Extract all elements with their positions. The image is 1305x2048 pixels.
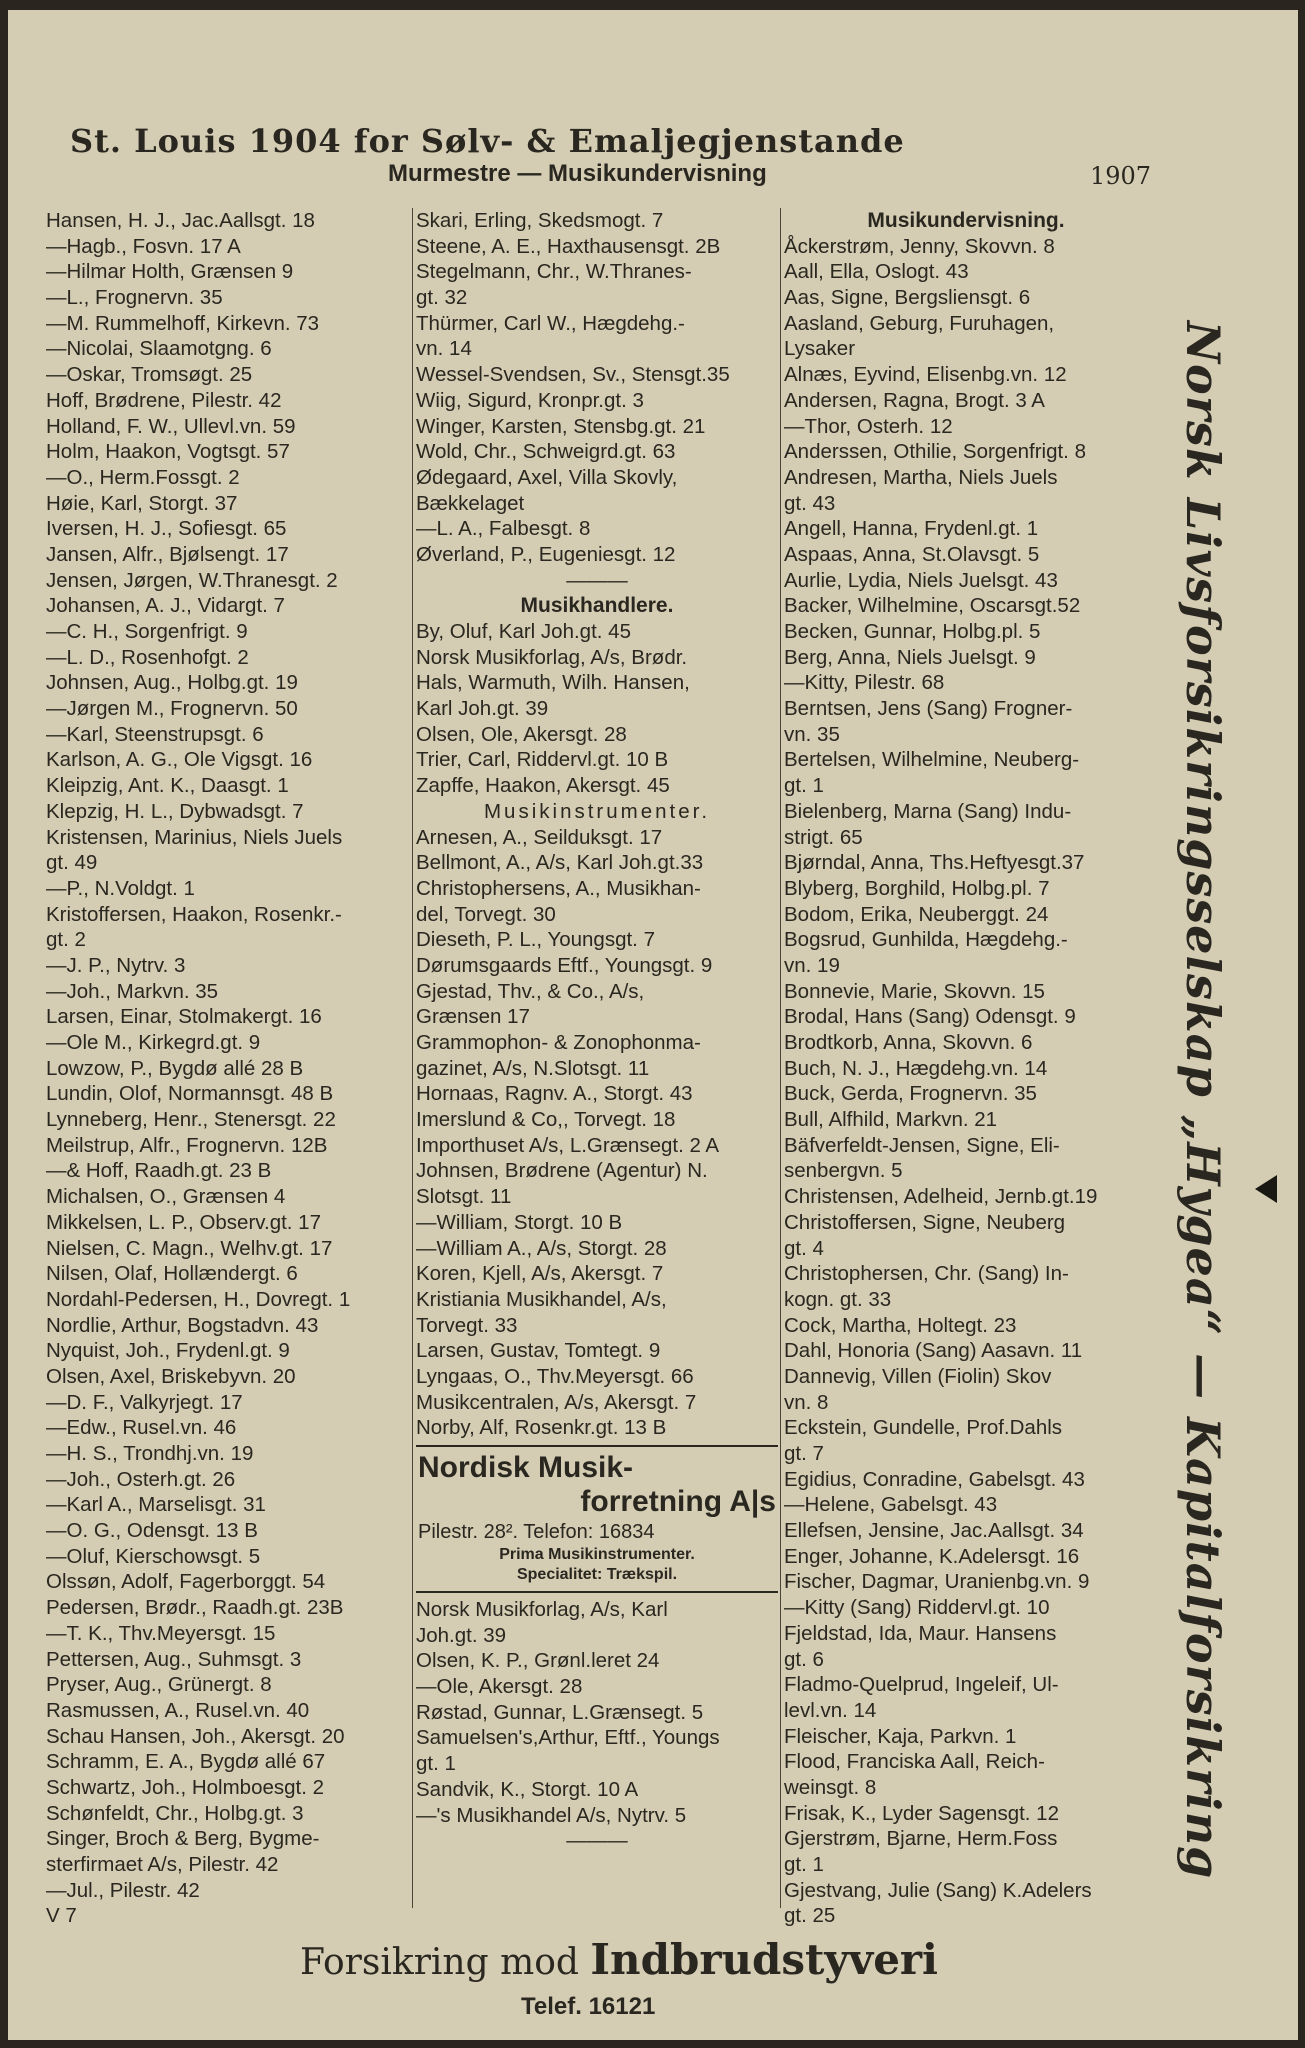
directory-entry: Buch, N. J., Hægdehg.vn. 14 [784,1056,1048,1080]
footer-ad-emphasis: Indbrudstyveri [590,1935,939,1984]
directory-entry: Sandvik, K., Storgt. 10 A [416,1777,639,1801]
directory-entry: Aall, Ella, Oslogt. 43 [784,260,969,284]
directory-entry: Steene, A. E., Haxthausensgt. 2B [416,234,721,258]
directory-entry: gt. 1 [416,1752,456,1776]
directory-entry: gt. 4 [784,1236,824,1260]
directory-entry: Hals, Warmuth, Wilh. Hansen, [416,671,690,695]
directory-entry: —Joh., Markvn. 35 [46,979,219,1003]
directory-entry: Blyberg, Borghild, Holbg.pl. 7 [784,876,1050,900]
advertisement-nordisk-musikforretning [416,1445,778,1593]
directory-entry: Thürmer, Carl W., Hægdehg.- [416,311,685,335]
directory-entry: Schønfeldt, Chr., Holbg.gt. 3 [46,1801,304,1825]
directory-entry: —Hilmar Holth, Grænsen 9 [46,260,294,284]
directory-entry: Schramm, E. A., Bygdø allé 67 [46,1750,326,1774]
directory-entry: —Oluf, Kierschowsgt. 5 [46,1544,261,1568]
column-divider [780,208,781,1908]
directory-entry: Michalsen, O., Grænsen 4 [46,1185,286,1209]
directory-entry: Dieseth, P. L., Youngsgt. 7 [416,928,655,952]
directory-entry: Buck, Gerda, Frognervn. 35 [784,1082,1037,1106]
directory-entry: Torvegt. 33 [416,1313,518,1337]
directory-entry: Karlson, A. G., Ole Vigsgt. 16 [46,748,313,772]
directory-entry: Frisak, K., Lyder Sagensgt. 12 [784,1801,1059,1825]
directory-entry: Johnsen, Brødrene (Agentur) N. [416,1159,708,1183]
directory-entry: —Karl, Steenstrupsgt. 6 [46,722,264,746]
directory-entry: By, Oluf, Karl Joh.gt. 45 [416,620,631,643]
directory-entry: Rasmussen, A., Rusel.vn. 40 [46,1698,310,1722]
directory-entry: Fleischer, Kaja, Parkvn. 1 [784,1724,1017,1748]
column-murmestre-continued [46,208,412,1929]
section-heading-musikinstrumenter: Musikinstrumenter. [483,799,711,823]
directory-entry: Jansen, Alfr., Bjølsengt. 17 [46,542,289,566]
ad-line: Nordisk Musik- [418,1451,634,1484]
directory-entry: Koren, Kjell, A/s, Akersgt. 7 [416,1262,664,1286]
directory-entry: gt. 43 [784,491,836,515]
footer-phone: Telef. 16121 [521,1993,656,2020]
directory-entry: —P., N.Voldgt. 1 [46,876,195,900]
directory-entry: Angell, Hanna, Frydenl.gt. 1 [784,517,1039,541]
directory-entry: —M. Rummelhoff, Kirkevn. 73 [46,311,320,335]
directory-entry: —William, Storgt. 10 B [416,1210,623,1234]
directory-entry: Johansen, A. J., Vidargt. 7 [46,594,285,618]
directory-entry: gt. 2 [46,928,86,952]
directory-entry: Mikkelsen, L. P., Observ.gt. 17 [46,1210,321,1234]
directory-entry: Klepzig, H. L., Dybwadsgt. 7 [46,799,304,823]
directory-entry: Dahl, Honoria (Sang) Aasavn. 11 [784,1339,1083,1363]
directory-entry: Flood, Franciska Aall, Reich- [784,1750,1045,1774]
directory-entry: —H. S., Trondhj.vn. 19 [46,1442,254,1465]
directory-entry: Lynneberg, Henr., Stenersgt. 22 [46,1108,336,1132]
directory-entry: gt. 32 [416,286,468,310]
directory-entry: Dannevig, Villen (Fiolin) Skov [784,1364,1052,1388]
page-header-subtitle: Murmestre — Musikundervisning [388,160,767,187]
ad-line: forretning A|s [580,1485,776,1518]
directory-entry: del, Torvegt. 30 [416,902,556,926]
directory-entry: Olsen, Ole, Akersgt. 28 [416,722,627,746]
directory-entry: —D. F., Valkyrjegt. 17 [46,1390,243,1414]
directory-entry: Wessel-Svendsen, Sv., Stensgt.35 [416,363,730,387]
directory-entry: Grænsen 17 [416,1005,530,1029]
directory-entry: weinsgt. 8 [784,1775,877,1799]
directory-entry: gt. 6 [784,1647,824,1671]
directory-entry: Zapffe, Haakon, Akersgt. 45 [416,774,670,798]
directory-entry: Kristoffersen, Haakon, Rosenkr.- [46,902,342,926]
footer-ad-text: Forsikring mod [300,1942,579,1983]
directory-entry: Bellmont, A., A/s, Karl Joh.gt.33 [416,851,704,875]
directory-entry: Bogsrud, Gunhilda, Hægdehg.- [784,928,1068,952]
directory-entry: vn. 19 [784,953,840,977]
directory-entry: —Ole, Akersgt. 28 [416,1675,583,1699]
directory-entry: Jensen, Jørgen, W.Thranesgt. 2 [46,568,338,592]
directory-entry: —Jørgen M., Frognervn. 50 [46,697,298,721]
directory-entry: —William A., A/s, Storgt. 28 [416,1236,667,1260]
directory-entry: Øverland, P., Eugeniesgt. 12 [416,542,676,566]
directory-entry: gazinet, A/s, N.Slotsgt. 11 [416,1056,650,1080]
ad-line: Specialitet: Trækspil. [516,1566,678,1583]
directory-entry: Skari, Erling, Skedsmogt. 7 [416,209,664,232]
directory-entry: vn. 35 [784,722,840,746]
directory-entry: Kristiania Musikhandel, A/s, [416,1287,667,1311]
directory-entry: Olsen, K. P., Grønl.leret 24 [416,1649,660,1673]
directory-entry: Bäfverfeldt-Jensen, Signe, Eli- [784,1133,1060,1157]
directory-entry: Pryser, Aug., Grünergt. 8 [46,1673,272,1697]
directory-entry: Gjestad, Thv., & Co., A/s, [416,979,645,1003]
directory-entry: Wiig, Sigurd, Kronpr.gt. 3 [416,388,644,412]
directory-entry: —O., Herm.Fossgt. 2 [46,465,240,489]
directory-entry: Bertelsen, Wilhelmine, Neuberg- [784,748,1080,772]
directory-entry: gt. 49 [46,851,98,875]
directory-entry: Bækkelaget [416,491,525,515]
directory-entry: Trier, Carl, Riddervl.gt. 10 B [416,748,669,772]
directory-entry: Lundin, Olof, Normannsgt. 48 B [46,1082,334,1106]
page-number: 1907 [1090,162,1152,190]
directory-entry: vn. 8 [784,1390,829,1414]
column-divider [412,208,413,1908]
directory-entry: —L. A., Falbesgt. 8 [416,517,591,541]
section-heading-musikundervisning: Musikundervisning. [867,209,1065,232]
directory-entry: —L. D., Rosenhofgt. 2 [46,645,249,669]
directory-entry: Grammophon- & Zonophonma- [416,1031,701,1054]
section-separator: ——— [566,568,628,592]
directory-entry: —C. H., Sorgenfrigt. 9 [46,620,248,643]
directory-entry: Andersen, Ragna, Brogt. 3 A [784,388,1045,412]
directory-entry: vn. 14 [416,337,472,361]
directory-entry: Fjeldstad, Ida, Maur. Hansens [784,1621,1057,1645]
ad-address: Pilestr. 28². Telefon: 16834 [418,1521,655,1543]
directory-entry: Kleipzig, Ant. K., Daasgt. 1 [46,774,289,798]
directory-entry: —Thor, Osterh. 12 [784,414,953,438]
page-edge-tab [1255,1175,1277,1203]
ad-line: Prima Musikinstrumenter. [499,1546,695,1563]
directory-entry: —Oskar, Tromsøgt. 25 [46,363,253,387]
column-music-teaching [784,208,1148,1929]
directory-entry: Holm, Haakon, Vogtsgt. 57 [46,440,290,464]
directory-entry: —Hagb., Fosvn. 17 A [46,234,241,258]
directory-entry: Eckstein, Gundelle, Prof.Dahls [784,1416,1063,1440]
directory-entry: —Joh., Osterh.gt. 26 [46,1467,236,1491]
directory-entry: Røstad, Gunnar, L.Grænsegt. 5 [416,1700,704,1724]
directory-entry: Høie, Karl, Storgt. 37 [46,491,238,515]
directory-entry: Gjerstrøm, Bjarne, Herm.Foss [784,1827,1058,1851]
directory-entry: Aurlie, Lydia, Niels Juelsgt. 43 [784,568,1058,592]
directory-entry: Christensen, Adelheid, Jernb.gt.19 [784,1185,1098,1209]
directory-entry: Nilsen, Olaf, Hollændergt. 6 [46,1262,298,1286]
directory-entry: Brodal, Hans (Sang) Odensgt. 9 [784,1005,1076,1029]
directory-entry: —Kitty (Sang) Riddervl.gt. 10 [784,1596,1050,1620]
directory-entry: Olssøn, Adolf, Fagerborggt. 54 [46,1570,326,1594]
directory-entry: Larsen, Gustav, Tomtegt. 9 [416,1339,661,1363]
directory-entry: Norsk Musikforlag, A/s, Karl [416,1598,668,1621]
column-music-dealers [416,208,778,1854]
directory-entry: Åckerstrøm, Jenny, Skovvn. 8 [784,234,1055,258]
directory-entry: Pettersen, Aug., Suhmsgt. 3 [46,1647,302,1671]
directory-entry: levl.vn. 14 [784,1698,877,1722]
directory-entry: Dørumsgaards Eftf., Youngsgt. 9 [416,953,713,977]
directory-entry: —L., Frognervn. 35 [46,286,223,310]
directory-entry: Larsen, Einar, Stolmakergt. 16 [46,1005,322,1029]
directory-entry: Berg, Anna, Niels Juelsgt. 9 [784,645,1036,669]
directory-entry: Becken, Gunnar, Holbg.pl. 5 [784,620,1041,643]
directory-entry: Joh.gt. 39 [416,1623,507,1647]
directory-entry: Iversen, H. J., Sofiesgt. 65 [46,517,287,541]
directory-entry: Nordlie, Arthur, Bogstadvn. 43 [46,1313,319,1337]
directory-entry: Lowzow, P., Bygdø allé 28 B [46,1056,304,1080]
directory-entry: Christoffersen, Signe, Neuberg [784,1210,1066,1234]
directory-entry: gt. 7 [784,1442,824,1465]
directory-entry: Aspaas, Anna, St.Olavsgt. 5 [784,542,1040,566]
directory-entry: Andresen, Martha, Niels Juels [784,465,1058,489]
directory-entry: Alnæs, Eyvind, Elisenbg.vn. 12 [784,363,1067,387]
directory-entry: Christophersen, Chr. (Sang) In- [784,1262,1069,1286]
page-header-title: St. Louis 1904 for Sølv- & Emaljegjenstande [70,122,905,160]
directory-entry: Meilstrup, Alfr., Frognervn. 12B [46,1133,328,1157]
directory-entry: Karl Joh.gt. 39 [416,697,549,721]
directory-entry: Fischer, Dagmar, Uranienbg.vn. 9 [784,1570,1090,1594]
directory-entry: Olsen, Axel, Briskebyvn. 20 [46,1364,296,1388]
directory-entry: Arnesen, A., Seilduksgt. 17 [416,825,663,849]
directory-entry: Berntsen, Jens (Sang) Frogner- [784,697,1073,721]
directory-entry: gt. 1 [784,774,824,798]
side-advertisement [1148,235,1258,1965]
directory-entry: Aas, Signe, Bergsliensgt. 6 [784,286,1031,310]
directory-entry: Cock, Martha, Holtegt. 23 [784,1313,1017,1337]
directory-entry: sterfirmaet A/s, Pilestr. 42 [46,1853,279,1876]
directory-entry: V 7 [46,1904,77,1928]
directory-entry: Stegelmann, Chr., W.Thranes- [416,260,692,284]
directory-entry: Musikcentralen, A/s, Akersgt. 7 [416,1390,697,1414]
directory-entry: —'s Musikhandel A/s, Nytrv. 5 [416,1803,687,1827]
directory-entry: Lyngaas, O., Thv.Meyersgt. 66 [416,1364,694,1388]
directory-entry: Nielsen, C. Magn., Welhv.gt. 17 [46,1236,333,1260]
directory-entry: Hornaas, Ragnv. A., Storgt. 43 [416,1082,693,1106]
directory-entry: Bull, Alfhild, Markvn. 21 [784,1108,998,1132]
directory-entry: Fladmo-Quelprud, Ingeleif, Ul- [784,1673,1059,1697]
directory-entry: —O. G., Odensgt. 13 B [46,1519,258,1543]
directory-entry: Importhuset A/s, L.Grænsegt. 2 A [416,1133,720,1157]
directory-entry: Kristensen, Marinius, Niels Juels [46,825,343,849]
directory-entry: Imerslund & Co,, Torvegt. 18 [416,1108,676,1132]
directory-page [8,10,1298,2040]
directory-entry: Hansen, H. J., Jac.Aallsgt. 18 [46,209,315,232]
directory-entry: gt. 1 [784,1853,824,1876]
directory-entry: kogn. gt. 33 [784,1287,892,1311]
directory-entry: Samuelsen's,Arthur, Eftf., Youngs [416,1726,720,1750]
directory-entry: Anderssen, Othilie, Sorgenfrigt. 8 [784,440,1086,464]
directory-entry: Ødegaard, Axel, Villa Skovly, [416,465,678,489]
directory-entry: Schau Hansen, Joh., Akersgt. 20 [46,1724,345,1748]
directory-entry: Ellefsen, Jensine, Jac.Aallsgt. 34 [784,1519,1084,1543]
directory-entry: —Edw., Rusel.vn. 46 [46,1416,237,1440]
directory-entry: Bodom, Erika, Neuberggt. 24 [784,902,1049,926]
directory-entry: Egidius, Conradine, Gabelsgt. 43 [784,1467,1085,1491]
directory-entry: Schwartz, Joh., Holmboesgt. 2 [46,1775,325,1799]
side-ad-text: Norsk Livsforsikringsselskap „Hygea“ — Kapitalforsikring [1176,320,1230,1880]
directory-entry: Holland, F. W., Ullevl.vn. 59 [46,414,296,438]
directory-entry: —J. P., Nytrv. 3 [46,953,186,977]
section-heading-musikhandlere: Musikhandlere. [520,594,674,618]
directory-entry: strigt. 65 [784,825,863,849]
footer-advertisement [300,1935,938,1984]
directory-entry: Pedersen, Brødr., Raadh.gt. 23B [46,1596,344,1620]
directory-entry: —T. K., Thv.Meyersgt. 15 [46,1621,276,1645]
directory-entry: Gjestvang, Julie (Sang) K.Adelers [784,1878,1092,1902]
directory-entry: gt. 25 [784,1904,836,1928]
directory-entry: Christophersens, A., Musikhan- [416,876,701,900]
directory-entry: —Ole M., Kirkegrd.gt. 9 [46,1031,261,1054]
directory-entry: Backer, Wilhelmine, Oscarsgt.52 [784,594,1081,618]
directory-entry: Singer, Broch & Berg, Bygme- [46,1827,320,1851]
directory-entry: Winger, Karsten, Stensbg.gt. 21 [416,414,706,438]
directory-entry: —Helene, Gabelsgt. 43 [784,1493,998,1517]
directory-entry: Hoff, Brødrene, Pilestr. 42 [46,388,282,412]
directory-entry: —& Hoff, Raadh.gt. 23 B [46,1159,272,1183]
directory-entry: Nyquist, Joh., Frydenl.gt. 9 [46,1339,290,1363]
directory-entry: —Jul., Pilestr. 42 [46,1878,200,1902]
directory-entry: Norby, Alf, Rosenkr.gt. 13 B [416,1416,667,1440]
directory-entry: Bjørndal, Anna, Ths.Heftyesgt.37 [784,851,1085,875]
directory-entry: Slotsgt. 11 [416,1185,512,1209]
directory-entry: —Nicolai, Slaamotgng. 6 [46,337,272,361]
directory-entry: Lysaker [784,337,856,361]
directory-entry: —Kitty, Pilestr. 68 [784,671,945,695]
directory-entry: senbergvn. 5 [784,1159,903,1183]
directory-entry: Wold, Chr., Schweigrd.gt. 63 [416,440,676,464]
directory-entry: Norsk Musikforlag, A/s, Brødr. [416,645,688,669]
directory-entry: Bonnevie, Marie, Skovvn. 15 [784,979,1045,1003]
directory-entry: —Karl A., Marselisgt. 31 [46,1493,266,1517]
directory-entry: Johnsen, Aug., Holbg.gt. 19 [46,671,298,695]
directory-entry: Aasland, Geburg, Furuhagen, [784,311,1055,335]
directory-entry: Nordahl-Pedersen, H., Dovregt. 1 [46,1287,351,1311]
directory-entry: Enger, Johanne, K.Adelersgt. 16 [784,1544,1080,1568]
directory-entry: Brodtkorb, Anna, Skovvn. 6 [784,1031,1033,1054]
directory-entry: Bielenberg, Marna (Sang) Indu- [784,799,1072,823]
section-separator: ——— [566,1829,628,1853]
